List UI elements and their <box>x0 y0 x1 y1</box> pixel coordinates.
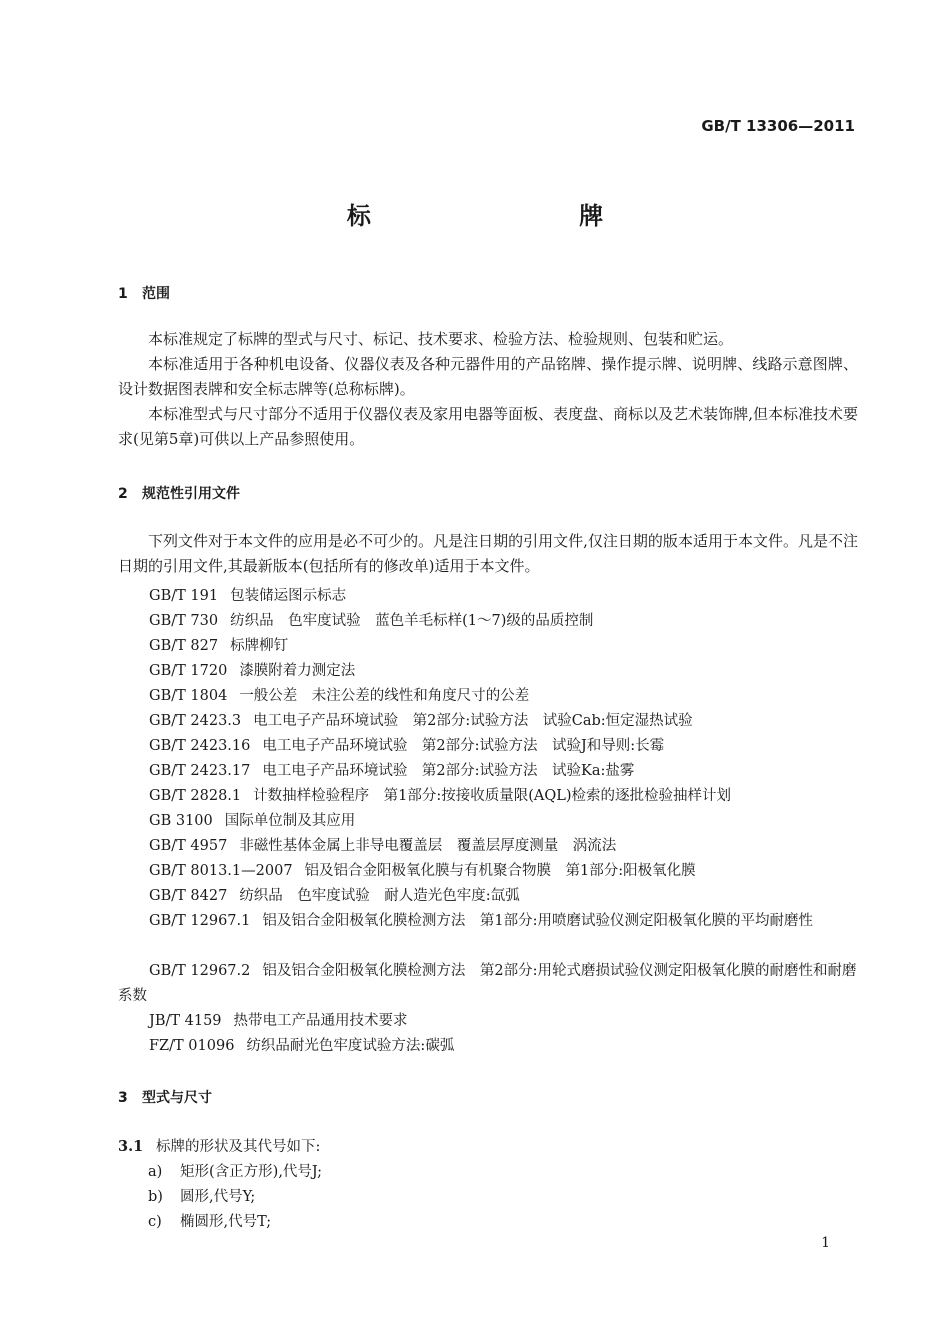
reference-entry <box>149 659 355 680</box>
reference-code: GB/T 12967.1 <box>149 913 251 929</box>
reference-code: JB/T 4159 <box>149 1013 222 1029</box>
shape-list-item <box>148 1160 322 1181</box>
scope-paragraph-1: 本标准规定了标牌的型式与尺寸、标记、技术要求、检验方法、检验规则、包装和贮运。 <box>148 330 734 348</box>
reference-entry <box>149 1034 454 1055</box>
reference-title: 铝及铝合金阳极氧化膜与有机聚合物膜 第1部分:阳极氧化膜 <box>304 863 696 879</box>
reference-entry <box>149 609 593 630</box>
reference-code: GB/T 1804 <box>149 688 228 704</box>
reference-entry <box>149 759 634 780</box>
reference-code: GB/T 2423.3 <box>149 713 242 729</box>
reference-title: 国际单位制及其应用 <box>224 813 356 829</box>
reference-title: 一般公差 未注公差的线性和角度尺寸的公差 <box>239 688 530 704</box>
item-label: a) <box>148 1164 163 1180</box>
reference-code: GB 3100 <box>149 813 213 829</box>
reference-code: GB/T 2423.16 <box>149 738 251 754</box>
shape-list-item <box>148 1185 255 1206</box>
reference-code: GB/T 2828.1 <box>149 788 242 804</box>
reference-title: 热带电工产品通用技术要求 <box>233 1013 408 1029</box>
reference-code: GB/T 12967.2 <box>149 963 251 979</box>
scope-paragraph-2: 本标准适用于各种机电设备、仪器仪表及各种元器件用的产品铭牌、操作提示牌、说明牌、线路示意图牌、设计数据图表牌和安全标志牌等(总称标牌)。 <box>118 355 858 398</box>
reference-title: 铝及铝合金阳极氧化膜检测方法 第2部分:用轮式磨损试验仪测定阳极氧化膜的耐磨性和耐磨系数 <box>118 963 857 1004</box>
reference-entry <box>149 834 616 855</box>
reference-entry <box>118 959 858 1009</box>
reference-entry <box>149 709 693 730</box>
reference-code: GB/T 730 <box>149 613 219 629</box>
reference-code: GB/T 2423.17 <box>149 763 251 779</box>
reference-title: 铝及铝合金阳极氧化膜检测方法 第1部分:用喷磨试验仪测定阳极氧化膜的平均耐磨性 <box>262 913 813 929</box>
reference-title: 纺织品 色牢度试验 蓝色羊毛标样(1～7)级的品质控制 <box>230 613 594 629</box>
reference-entry <box>149 784 731 805</box>
page-title: 标 牌 <box>346 201 704 230</box>
shape-list-item <box>148 1210 271 1231</box>
reference-entry <box>149 584 346 605</box>
scope-paragraph-3: 本标准型式与尺寸部分不适用于仪器仪表及家用电器等面板、表度盘、商标以及艺术装饰牌,但本标准技术要求(见第5章)可供以上产品参照使用。 <box>118 405 858 448</box>
item-label: b) <box>148 1189 163 1205</box>
reference-entry <box>149 684 529 705</box>
reference-code: GB/T 827 <box>149 638 219 654</box>
reference-title: 纺织品耐光色牢度试验方法:碳弧 <box>246 1038 455 1054</box>
section-title: 型式与尺寸 <box>142 1090 212 1106</box>
item-text: 椭圆形,代号T; <box>180 1214 272 1230</box>
item-label: c) <box>148 1214 162 1230</box>
section-number: 2 <box>118 486 128 502</box>
section-1-heading <box>118 283 170 303</box>
reference-entry <box>149 634 288 655</box>
section-title: 范围 <box>142 286 170 302</box>
reference-code: GB/T 8013.1—2007 <box>149 863 293 879</box>
page-number: 1 <box>821 1235 830 1251</box>
reference-title: 电工电子产品环境试验 第2部分:试验方法 试验Cab:恒定湿热试验 <box>253 713 693 729</box>
reference-title: 电工电子产品环境试验 第2部分:试验方法 试验J和导则:长霉 <box>262 738 665 754</box>
section-number: 1 <box>118 286 128 302</box>
section-3-heading <box>118 1087 212 1107</box>
reference-code: GB/T 191 <box>149 588 219 604</box>
reference-code: GB/T 8427 <box>149 888 228 904</box>
section-number: 3 <box>118 1090 128 1106</box>
reference-title: 标牌柳钉 <box>230 638 289 654</box>
item-text: 矩形(含正方形),代号J; <box>180 1164 323 1180</box>
reference-entry <box>149 809 355 830</box>
clause-3-1 <box>118 1135 320 1156</box>
references-intro: 下列文件对于本文件的应用是必不可少的。凡是注日期的引用文件,仅注日期的版本适用于本文件。凡是不注日期的引用文件,其最新版本(包括所有的修改单)适用于本文件。 <box>118 532 858 575</box>
reference-code: GB/T 1720 <box>149 663 228 679</box>
section-2-heading <box>118 483 240 503</box>
reference-code: FZ/T 01096 <box>149 1038 235 1054</box>
clause-number: 3.1 <box>118 1138 144 1155</box>
reference-title: 非磁性基体金属上非导电覆盖层 覆盖层厚度测量 涡流法 <box>239 838 617 854</box>
item-text: 圆形,代号Y; <box>180 1189 256 1205</box>
reference-title: 纺织品 色牢度试验 耐人造光色牢度:氙弧 <box>239 888 520 904</box>
reference-entry <box>149 734 664 755</box>
reference-entry <box>149 1009 408 1030</box>
section-title: 规范性引用文件 <box>142 486 240 502</box>
standard-number: GB/T 13306—2011 <box>701 117 855 135</box>
reference-entry <box>118 909 858 934</box>
reference-entry <box>149 884 520 905</box>
reference-title: 电工电子产品环境试验 第2部分:试验方法 试验Ka:盐雾 <box>262 763 635 779</box>
reference-title: 包装储运图示标志 <box>230 588 347 604</box>
reference-code: GB/T 4957 <box>149 838 228 854</box>
clause-text: 标牌的形状及其代号如下: <box>156 1139 321 1155</box>
reference-entry <box>149 859 696 880</box>
reference-title: 计数抽样检验程序 第1部分:按接收质量限(AQL)检索的逐批检验抽样计划 <box>253 788 732 804</box>
reference-title: 漆膜附着力测定法 <box>239 663 356 679</box>
